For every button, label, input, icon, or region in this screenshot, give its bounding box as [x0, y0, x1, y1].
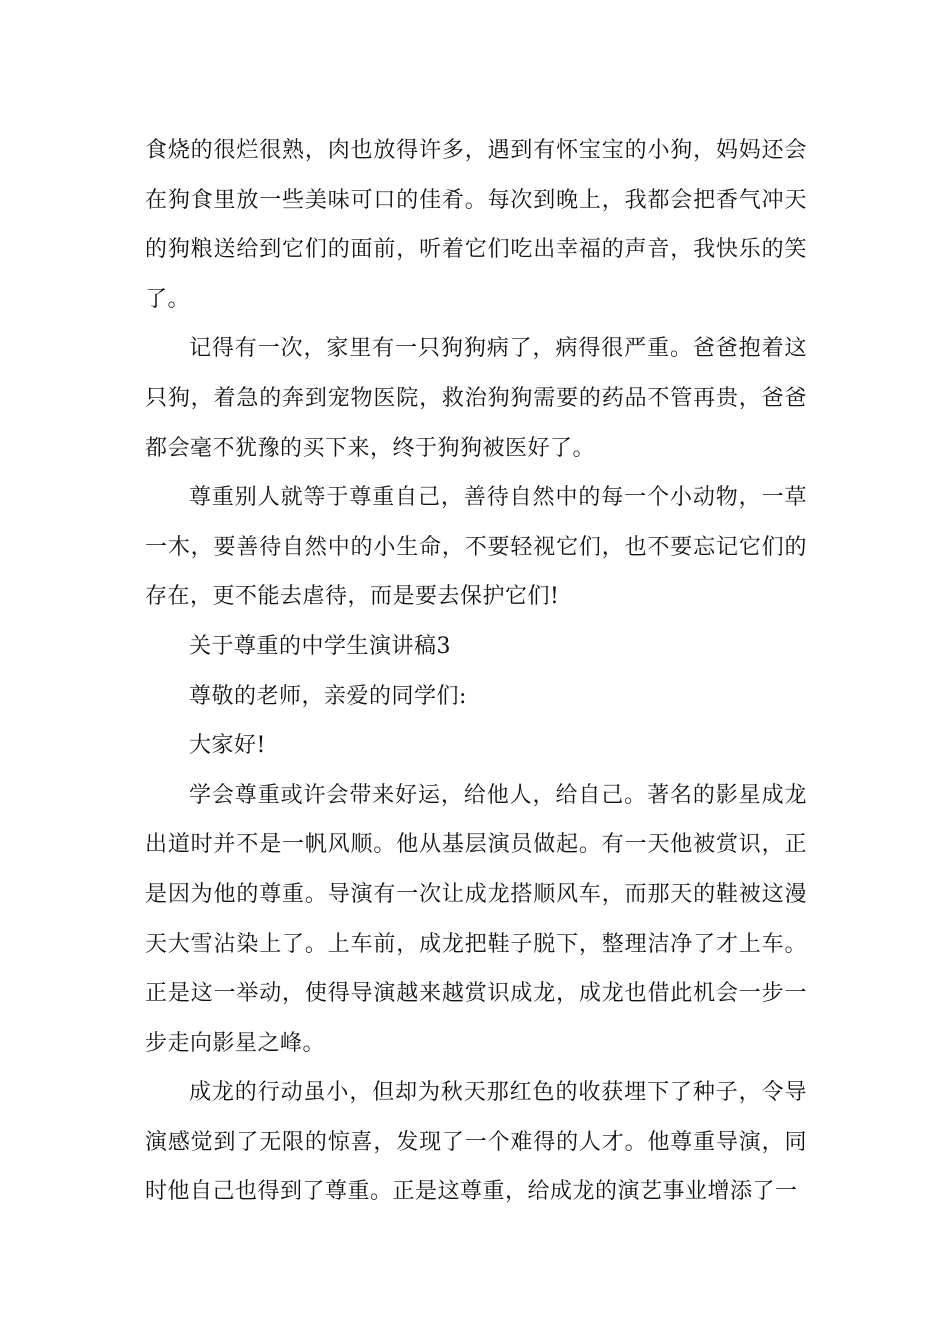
salutation: 尊敬的老师，亲爱的同学们:: [189, 683, 467, 709]
document-body: [145, 126, 807, 1217]
paragraph-sick-dog: 记得有一次，家里有一只狗狗病了，病得很严重。爸爸抱着这只狗，着急的奔到宠物医院，救治狗狗需要的药品不管再贵，爸爸都会毫不犹豫的买下来，终于狗狗被医好了。: [145, 336, 807, 461]
greeting: 大家好!: [189, 733, 266, 759]
paragraph-continuation: 食烧的很烂很熟，肉也放得许多，遇到有怀宝宝的小狗，妈妈还会在狗食里放一些美味可口的佳肴。每次到晚上，我都会把香气冲天的狗粮送给到它们的面前，听着它们吃出幸福的声音，我快乐的笑了。: [145, 138, 807, 312]
speech-title: 关于尊重的中学生演讲稿3: [189, 633, 451, 659]
paragraph-respect-nature: 尊重别人就等于尊重自己，善待自然中的每一个小动物，一草一木，要善待自然中的小生命，不要轻视它们，也不要忘记它们的存在，更不能去虐待，而是要去保护它们!: [145, 485, 807, 610]
paragraph-jackie-chan-story: 学会尊重或许会带来好运，给他人，给自己。著名的影星成龙出道时并不是一帆风顺。他从基层演员做起。有一天他被赏识，正是因为他的尊重。导演有一次让成龙搭顺风车，而那天的鞋被这漫天大雪沾染上了。上车前，成龙把鞋子脱下，整理洁净了才上车。正是这一举动，使得导演越来越赏识成龙，成龙也借此机会一步一步走向影星之峰。: [145, 782, 807, 1056]
paragraph-jackie-chan-conclusion: 成龙的行动虽小，但却为秋天那红色的收获埋下了种子，令导演感觉到了无限的惊喜，发现了一个难得的人才。他尊重导演，同时他自己也得到了尊重。正是这尊重，给成龙的演艺事业增添了一: [145, 1080, 807, 1205]
